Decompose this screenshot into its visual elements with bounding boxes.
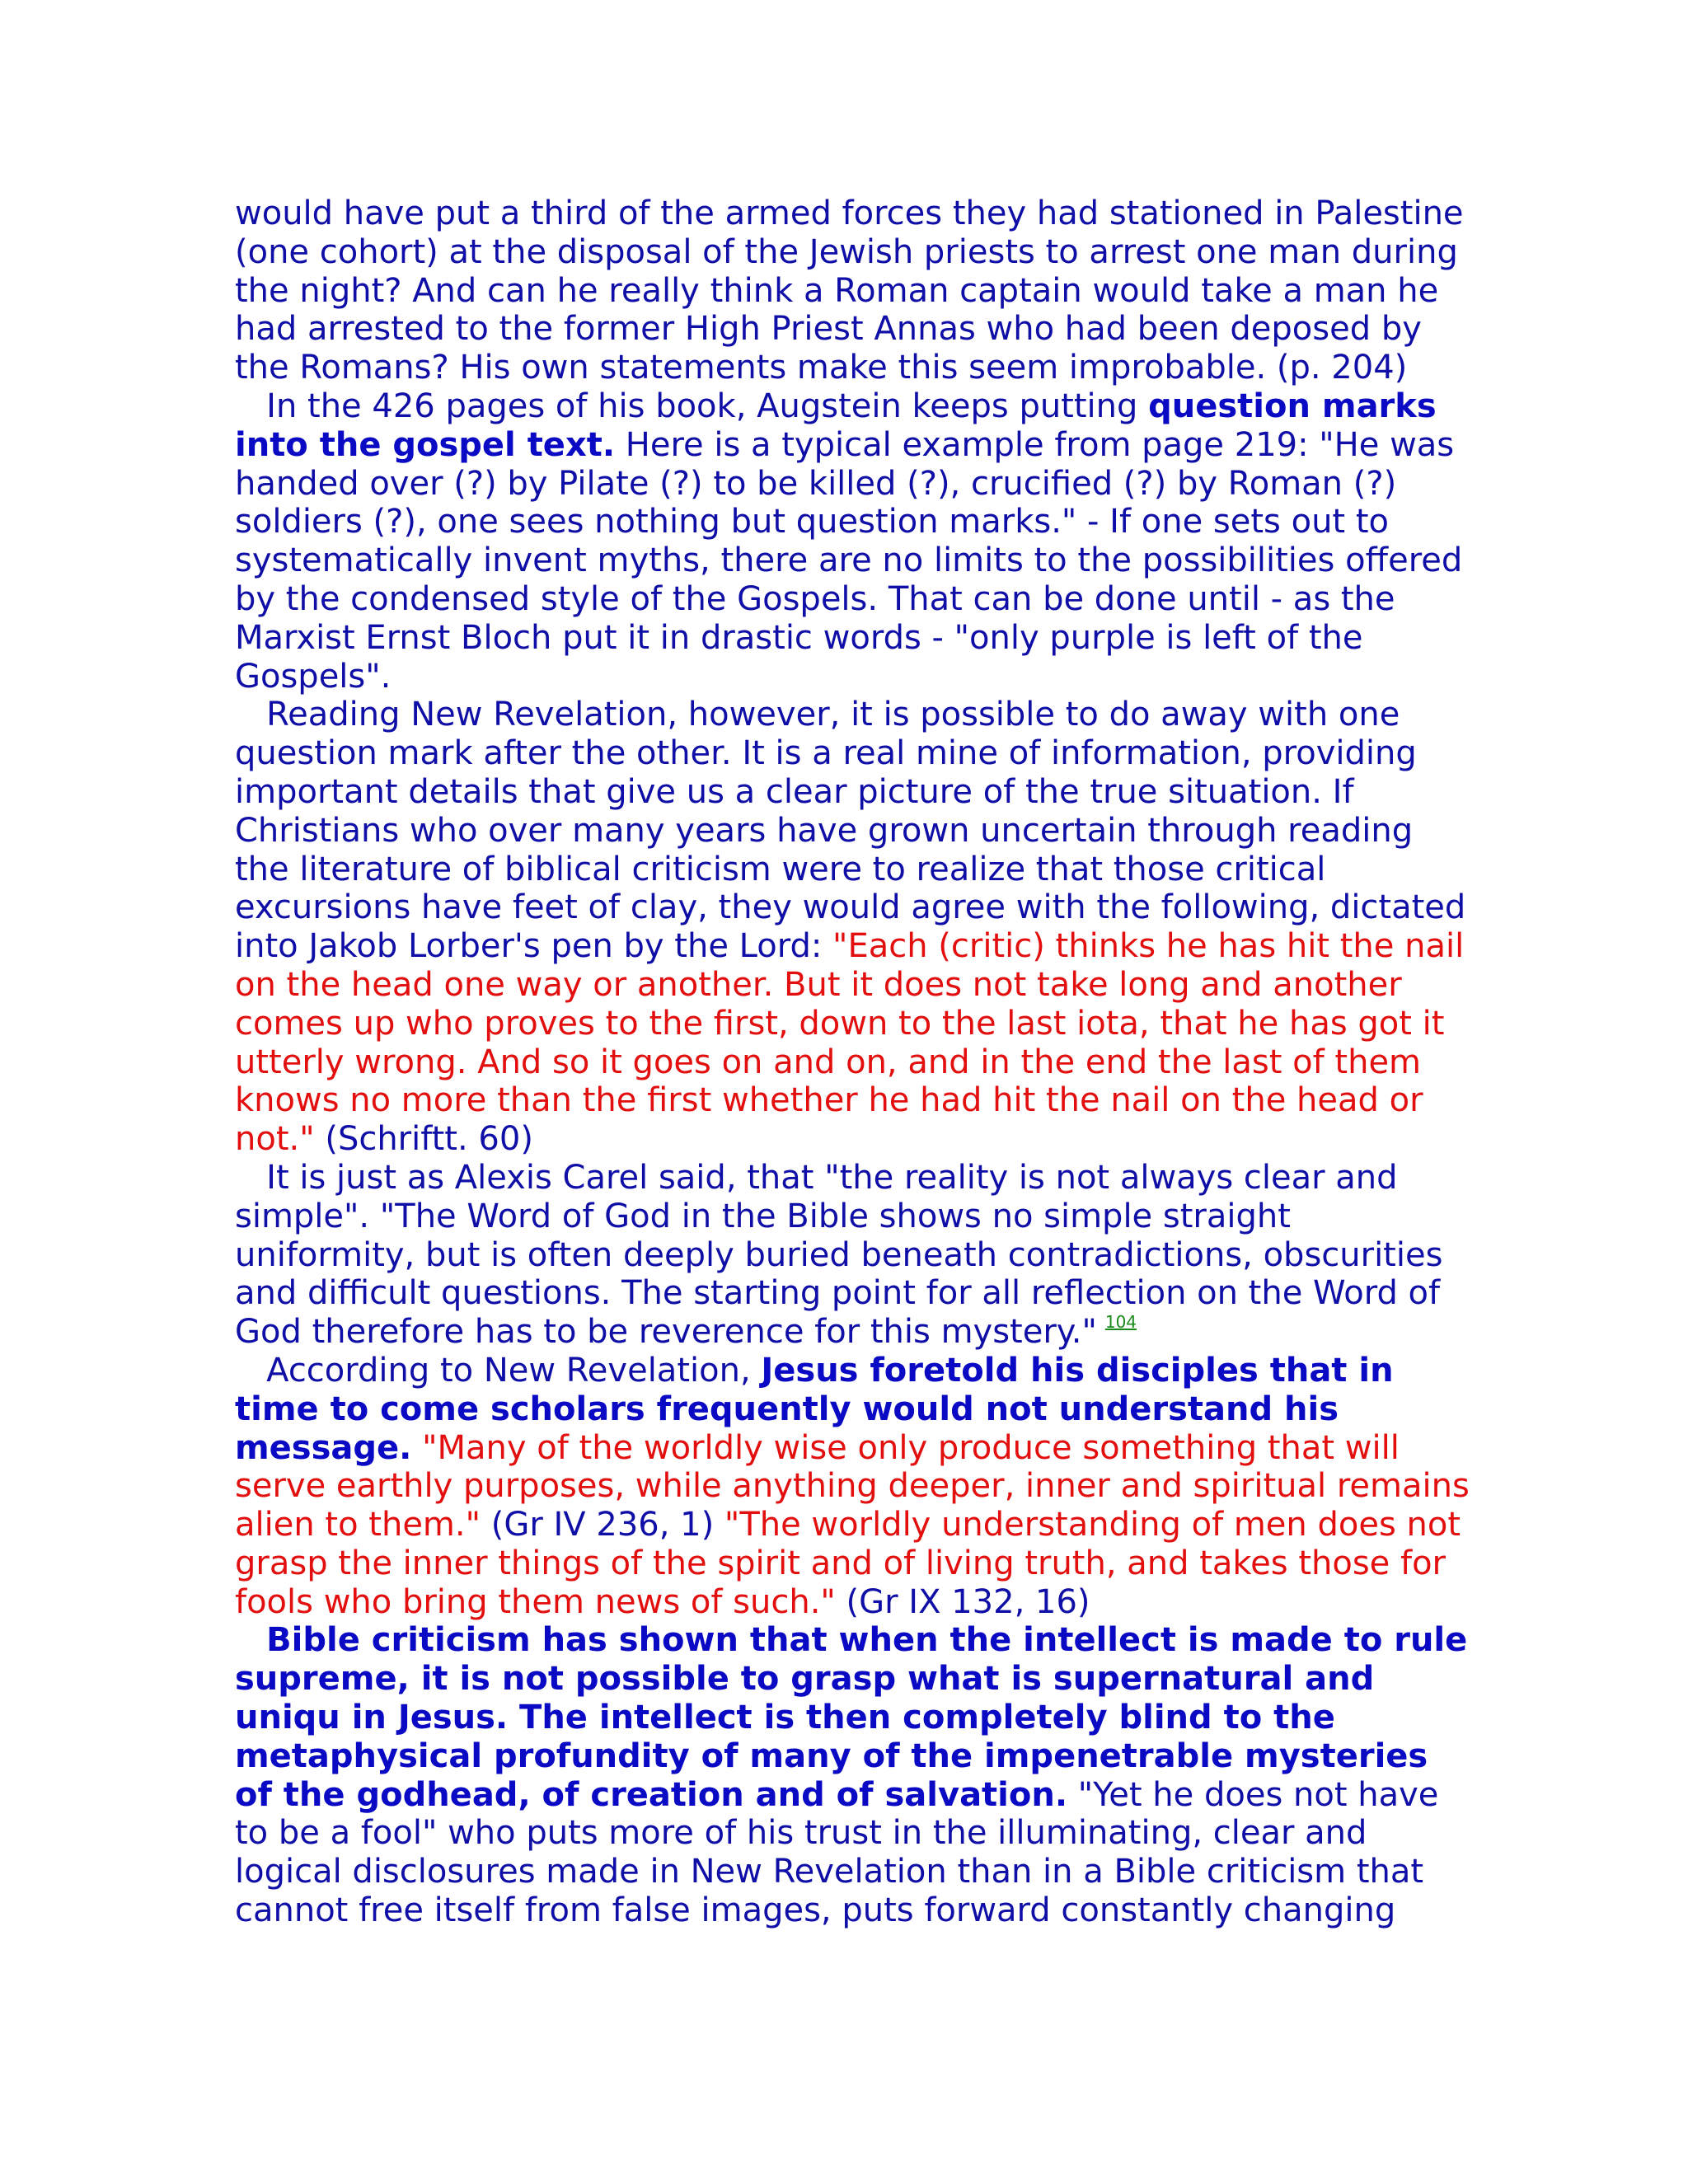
- paragraph-3-reference: (Schriftt. 60): [314, 1120, 533, 1159]
- paragraph-5-reference-1: (Gr IV 236, 1): [481, 1506, 724, 1544]
- paragraph-5-quote-1: "Many of the worldly wise only produce something that will serve earthly purposes, while anything deeper, inner and spiritual remains alien to them.": [235, 1428, 1470, 1544]
- indent: [235, 1621, 266, 1659]
- paragraph-3-quote: "Each (critic) thinks he has hit the nail on the head one way or another. But it does not take long and another comes up who proves to the first, down to the last iota, that he has got it utterly wrong. And so it goes on and on, and in the end the last of them knows no more than the first whether he had hit the nail on the head or not.": [235, 927, 1465, 1159]
- paragraph-2: [235, 387, 1471, 696]
- indent: [235, 696, 266, 733]
- paragraph-5-text-a: According to New Revelation,: [266, 1351, 762, 1390]
- paragraph-6-text: "Yet he does not have to be a fool" who puts more of his trust in the illuminating, clear and logical disclosures made in New Revelation than in a Bible criticism that cannot free itself from false images, puts forward constantly changing: [235, 1775, 1439, 1930]
- paragraph-3: [235, 696, 1471, 1159]
- paragraph-6: [235, 1621, 1471, 1929]
- paragraph-1-text: would have put a third of the armed forces they had stationed in Palestine (one cohort) at the disposal of the Jewish priests to arrest one man during the night? And can he really think a Roman captain would take a man he had arrested to the former High Priest Annas who had been deposed by the Romans? His own statements make this seem improbable. (p. 204): [235, 194, 1464, 387]
- paragraph-5-reference-2: (Gr IX 132, 16): [835, 1582, 1090, 1621]
- paragraph-2-text-b: Here is a typical example from page 219: "He was handed over (?) by Pilate (?) to be killed (?), crucified (?) by Roman (?) soldiers (?), one sees nothing but question marks." - If one sets out to systematically invent myths, there are no limits to the possibilities offered by the condensed style of the Gospels. That can be done until - as the Marxist Ernst Bloch put it in drastic words - "only purple is left of the Gospels".: [235, 425, 1463, 696]
- indent: [235, 387, 266, 425]
- paragraph-2-text-a: In the 426 pages of his book, Augstein keeps putting: [266, 387, 1149, 425]
- paragraph-4: [235, 1159, 1471, 1352]
- paragraph-4-text: It is just as Alexis Carel said, that "the reality is not always clear and simple". "The Word of God in the Bible shows no simple straight uniformity, but is often deeply buried beneath contradictions, obscurities and difficult questions. The starting point for all reflection on the Word of God therefore has to be reverence for this mystery.": [235, 1158, 1443, 1352]
- footnote-link[interactable]: 104: [1104, 1312, 1137, 1333]
- document-page: [235, 194, 1471, 1930]
- indent: [235, 1352, 266, 1390]
- indent: [235, 1159, 266, 1197]
- paragraph-5-quote-2: "The worldly understanding of men does not grasp the inner things of the spirit and of living truth, and takes those for fools who bring them news of such.": [235, 1506, 1461, 1621]
- paragraph-3-text-a: Reading New Revelation, however, it is possible to do away with one question mark after the other. It is a real mine of information, providing important details that give us a clear picture of the true situation. If Christians who over many years have grown uncertain through reading the literature of biblical criticism were to realize that those critical excursions have feet of clay, they would agree with the following, dictated into Jakob Lorber's pen by the Lord:: [235, 696, 1466, 966]
- paragraph-2-bold: question marks into the gospel text.: [235, 387, 1437, 464]
- paragraph-1: [235, 194, 1471, 387]
- paragraph-5: [235, 1352, 1471, 1622]
- paragraph-6-bold: Bible criticism has shown that when the intellect is made to rule supreme, it is not possible to grasp what is supernatural and uniqu in Jesus. The intellect is then completely blind to the metaphysical profundity of many of the impenetrable mysteries of the godhead, of creation and of salvation.: [235, 1621, 1468, 1814]
- paragraph-5-bold: Jesus foretold his disciples that in time to come scholars frequently would not understand his message.: [235, 1351, 1394, 1467]
